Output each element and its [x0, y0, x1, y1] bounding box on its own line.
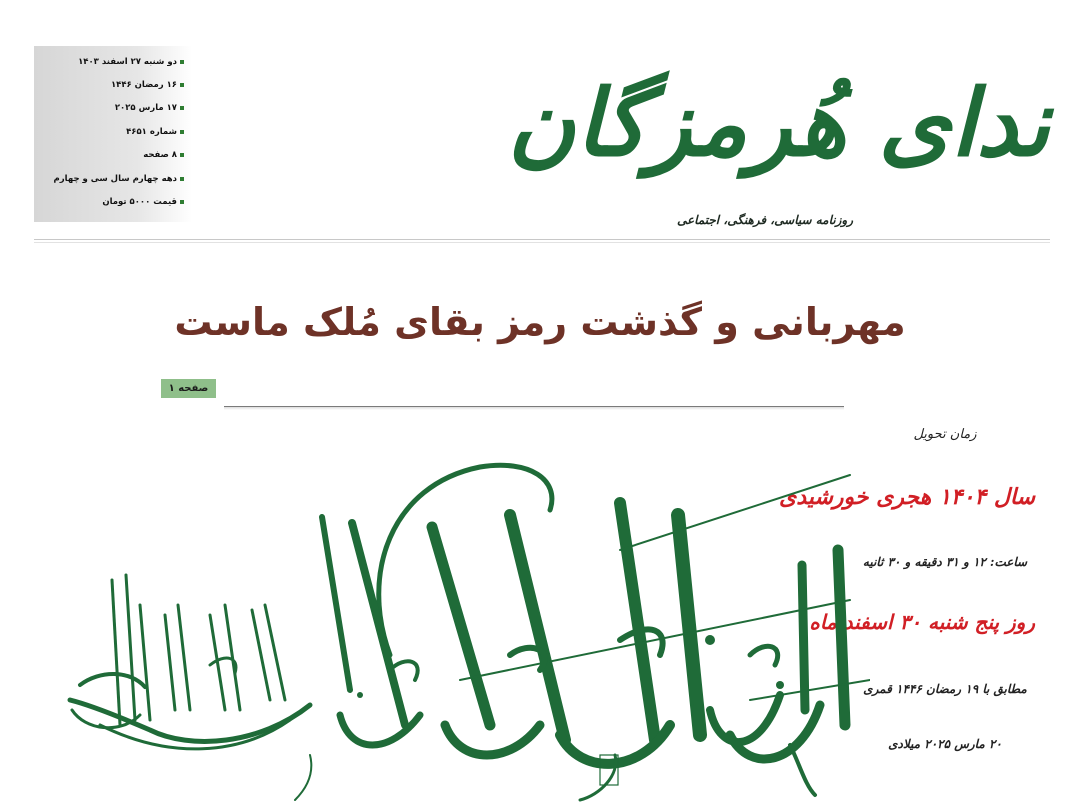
bullet-icon [180, 200, 184, 204]
info-page-count: ۸ صفحه [34, 144, 184, 167]
bullet-icon [180, 153, 184, 157]
bullet-icon [180, 106, 184, 110]
header-divider [34, 239, 1050, 240]
header-divider-secondary [34, 242, 1050, 243]
tahvil-lunar-date: مطابق با ۱۹ رمضان ۱۴۴۶ قمری [863, 682, 1027, 696]
tahvil-year: سال ۱۴۰۴ هجری خورشیدی [779, 484, 1035, 510]
tahvil-time: ساعت: ۱۲ و ۳۱ دقیقه و ۳۰ ثانیه [862, 555, 1028, 569]
newspaper-logo: ندای هُرمزگان [507, 69, 1050, 177]
info-volume: دهه چهارم سال سی و چهارم [34, 167, 184, 190]
issue-info-box [34, 46, 192, 222]
info-price: قیمت ۵۰۰۰ تومان [34, 190, 184, 213]
bullet-icon [180, 130, 184, 134]
info-issue-number: شماره ۴۶۵۱ [34, 120, 184, 143]
info-gregorian-date: ۱۷ مارس ۲۰۲۵ [34, 97, 184, 120]
newspaper-subtitle: روزنامه سیاسی، فرهنگی، اجتماعی [677, 213, 853, 227]
main-headline: مهربانی و گذشت رمز بقای مُلک ماست [174, 300, 906, 344]
bullet-icon [180, 177, 184, 181]
bullet-icon [180, 83, 184, 87]
bullet-icon [180, 60, 184, 64]
tahvil-gregorian-date: ۲۰ مارس ۲۰۲۵ میلادی [888, 737, 1002, 751]
headline-divider [224, 406, 844, 410]
info-hijri-date: ۱۶ رمضان ۱۴۴۶ [34, 73, 184, 96]
tahvil-day: روز پنج شنبه ۳۰ اسفند ماه [809, 610, 1035, 634]
page-number-badge: صفحه ۱ [161, 379, 216, 398]
tahvil-heading: زمان تحویل [913, 427, 977, 442]
calligraphy-artwork [60, 455, 870, 803]
info-date: دو شنبه ۲۷ اسفند ۱۴۰۳ [34, 50, 184, 73]
